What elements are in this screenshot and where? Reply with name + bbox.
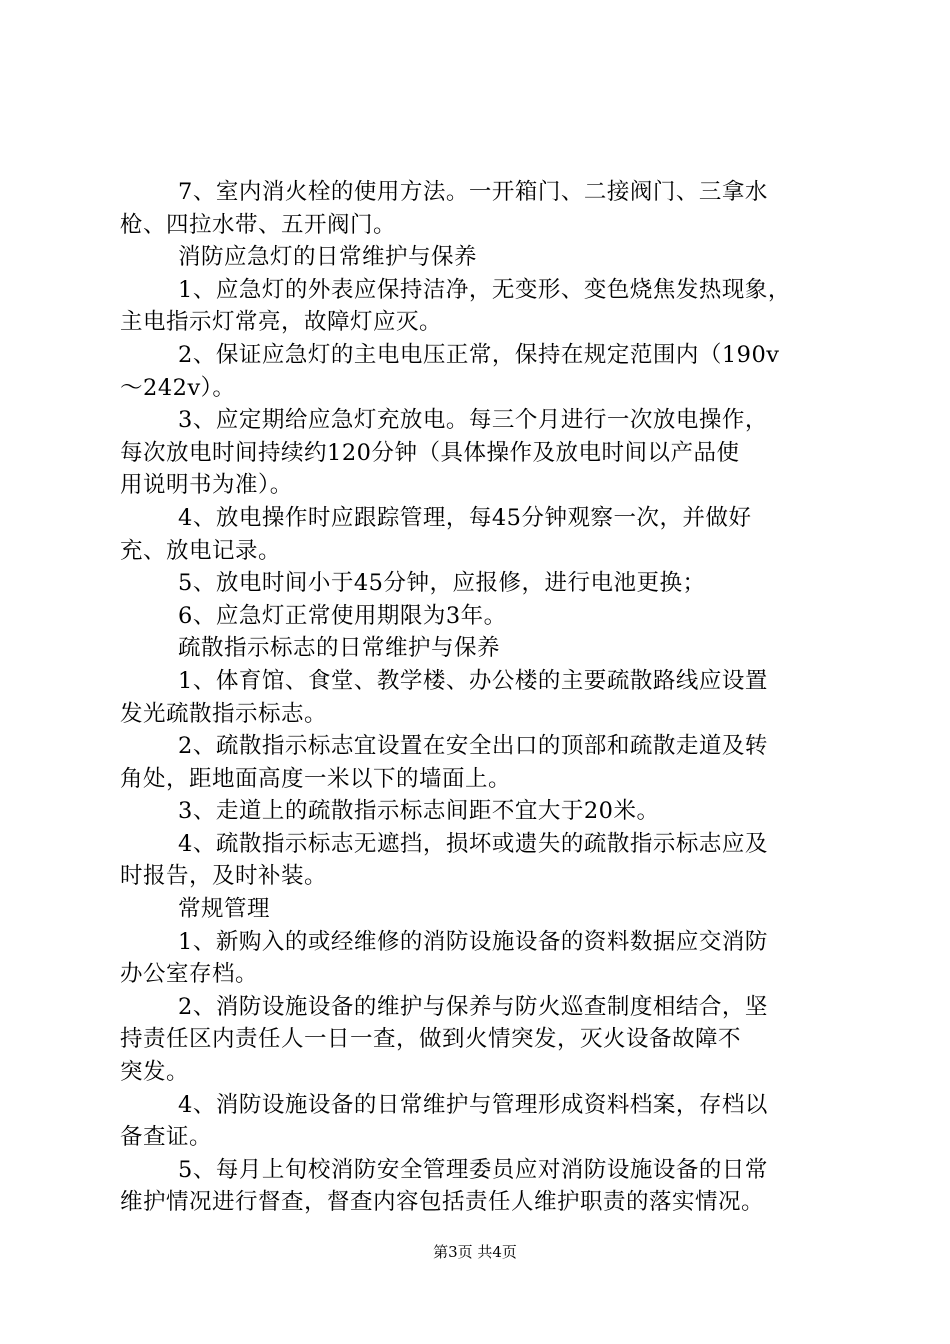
text-line: 发光疏散指示标志。 [120,700,328,727]
text-line: 消防应急灯的日常维护与保养 [178,244,478,271]
text-line: 4、消防设施设备的日常维护与管理形成资料档案，存档以 [178,1091,768,1118]
text-line: 1、应急灯的外表应保持洁净，无变形、变色烧焦发热现象， [178,276,791,303]
text-line: 3、应定期给应急灯充放电。每三个月进行一次放电操作， [178,407,768,434]
text-line: 常规管理 [178,896,271,923]
text-line: 4、放电操作时应跟踪管理，每45分钟观察一次，并做好 [178,504,752,531]
text-line: 6、应急灯正常使用期限为3年。 [178,602,507,629]
text-line: 2、保证应急灯的主电电压正常，保持在规定范围内（190v [178,341,780,368]
text-line: 主电指示灯常亮，故障灯应灭。 [120,309,443,336]
text-line: 5、每月上旬校消防安全管理委员应对消防设施设备的日常 [178,1156,768,1183]
text-line: 枪、四拉水带、五开阀门。 [120,211,397,238]
text-line: ～242v）。 [120,374,236,401]
text-line: 办公室存档。 [120,961,259,988]
text-line: 2、疏散指示标志宜设置在安全出口的顶部和疏散走道及转 [178,733,768,760]
text-line: 1、新购入的或经维修的消防设施设备的资料数据应交消防 [178,928,768,955]
text-line: 充、放电记录。 [120,537,282,564]
text-line: 每次放电时间持续约120分钟（具体操作及放电时间以产品使 [120,439,740,466]
text-line: 备查证。 [120,1124,213,1151]
text-line: 7、室内消火栓的使用方法。一开箱门、二接阀门、三拿水 [178,179,768,205]
text-line: 5、放电时间小于45分钟，应报修，进行电池更换； [178,570,706,597]
text-line: 持责任区内责任人一日一查，做到火情突发，灭火设备故障不 [120,1026,742,1053]
text-line: 1、体育馆、食堂、教学楼、办公楼的主要疏散路线应设置 [178,667,768,694]
text-line: 4、疏散指示标志无遮挡，损坏或遗失的疏散指示标志应及 [178,830,768,857]
page-footer: 第3页 共4页 [433,1243,517,1261]
text-line: 维护情况进行督查，督查内容包括责任人维护职责的落实情况。 [120,1189,765,1216]
text-line: 用说明书为准）。 [120,472,293,499]
text-line: 2、消防设施设备的维护与保养与防火巡查制度相结合，坚 [178,993,768,1020]
text-line: 角处，距地面高度一米以下的墙面上。 [120,765,512,792]
text-line: 3、走道上的疏散指示标志间距不宜大于20米。 [178,798,660,825]
text-line: 突发。 [120,1059,190,1086]
document-body [120,176,832,1219]
text-line: 疏散指示标志的日常维护与保养 [178,635,501,662]
text-line: 时报告，及时补装。 [120,863,328,890]
